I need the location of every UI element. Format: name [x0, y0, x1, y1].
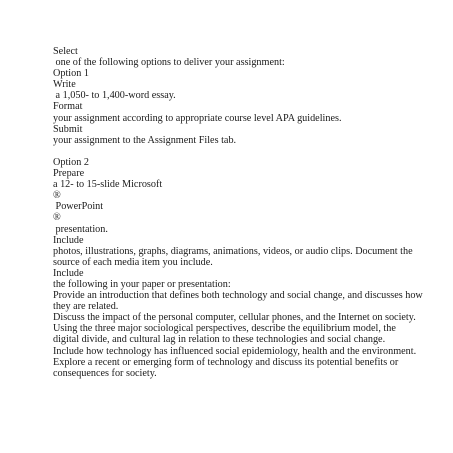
- requirement-item: Explore a recent or emerging form of technology and discuss its potential benefits or consequences for society.: [53, 356, 399, 379]
- write-text: a 1,050- to 1,400-word essay.: [53, 90, 176, 102]
- paragraph-gap: [53, 146, 423, 157]
- assignment-instructions: [53, 46, 423, 379]
- include-following-text: the following in your paper or presentation:: [53, 278, 231, 290]
- format-text: your assignment according to appropriate course level APA guidelines.: [53, 112, 342, 124]
- write-heading: Write: [53, 79, 76, 91]
- include-media-text: photos, illustrations, graphs, diagrams, animations, videos, or audio clips. Document the source of each media item you include.: [53, 245, 413, 268]
- prepare-heading: Prepare: [53, 168, 85, 180]
- submit-text: your assignment to the Assignment Files tab.: [53, 134, 237, 146]
- requirement-item: Using the three major sociological perspectives, describe the equilibrium model, the digital divide, and cultural lag in relation to these technologies and social change.: [53, 323, 396, 346]
- select-text: one of the following options to deliver your assignment:: [53, 57, 285, 69]
- requirement-item: Include how technology has influenced social epidemiology, health and the environment.: [53, 345, 417, 357]
- requirement-item: Discuss the impact of the personal computer, cellular phones, and the Internet on society.: [53, 312, 416, 324]
- option-1-label: Option 1: [53, 68, 89, 80]
- powerpoint-text: PowerPoint: [53, 201, 104, 213]
- include-heading: Include: [53, 267, 84, 279]
- submit-heading: Submit: [53, 123, 83, 135]
- option-2-label: Option 2: [53, 156, 89, 168]
- registered-mark: ®: [53, 190, 61, 202]
- include-heading: Include: [53, 234, 84, 246]
- prepare-text: a 12- to 15-slide Microsoft: [53, 179, 163, 191]
- presentation-text: presentation.: [53, 223, 108, 235]
- requirement-item: Provide an introduction that defines both technology and social change, and discusses how they are related.: [53, 290, 423, 313]
- select-heading: Select: [53, 46, 78, 57]
- registered-mark: ®: [53, 212, 61, 224]
- format-heading: Format: [53, 101, 83, 113]
